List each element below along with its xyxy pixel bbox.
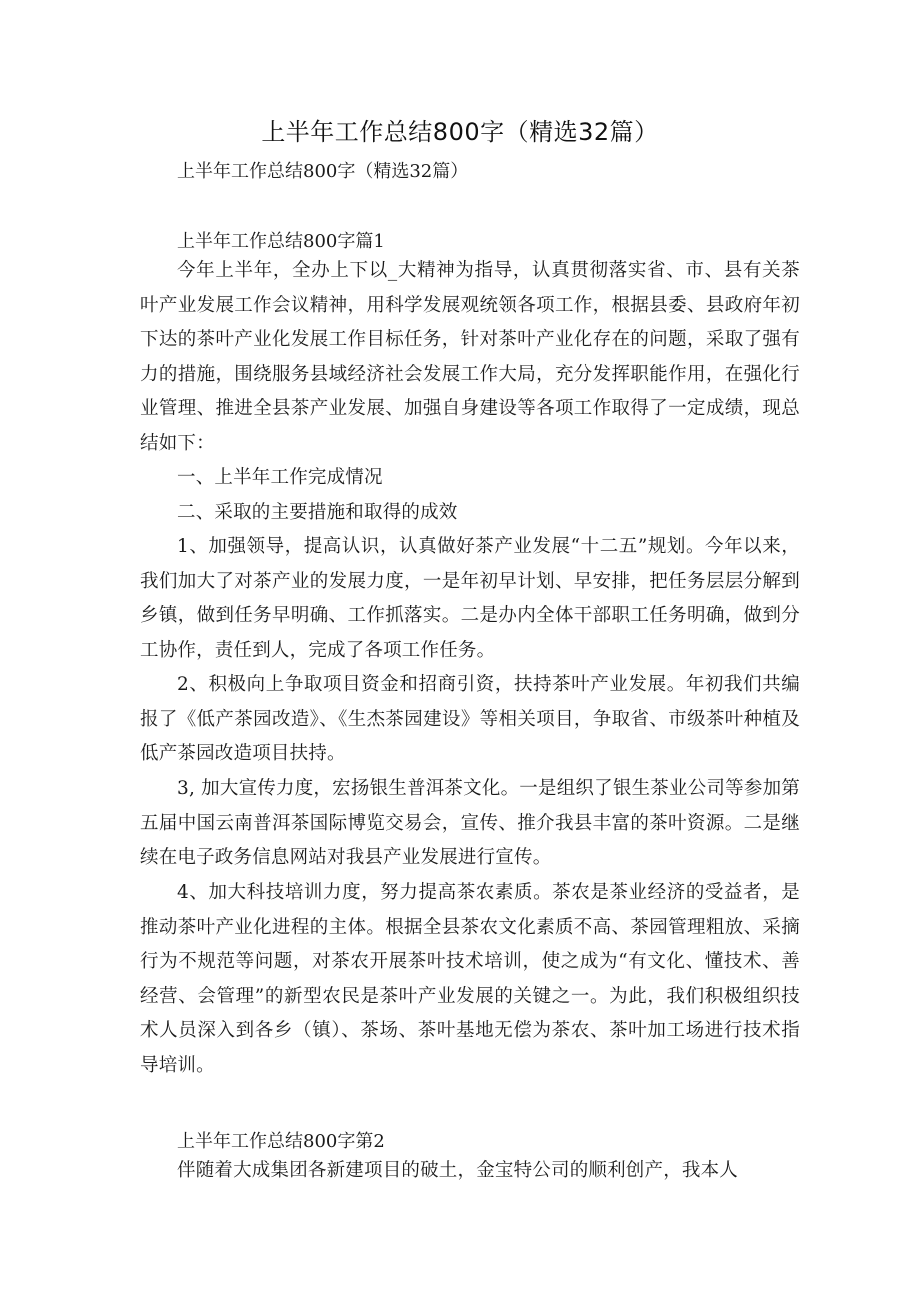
document-subtitle: 上半年工作总结800字（精选32篇） — [177, 161, 469, 182]
section-1-item-heading-1: 一、上半年工作完成情况 — [177, 467, 383, 488]
section-1-intro-paragraph: 今年上半年，全办上下以_大精神为指导，认真贯彻落实省、市、县有关茶叶产业发展工作会议精神，用科学发展观统领各项工作，根据县委、县政府年初下达的茶叶产业化发展工作目标任务，针对茶叶产业化存在的问题，采取了强有力的措施，围绕服务县域经济社会发展工作大局，充分发挥职能作用，在强化行业管理、推进全县茶产业发展、加强自身建设等各项工作取得了一定成绩，现总结如下： — [140, 260, 800, 454]
section-1-measure-2-paragraph: 2、积极向上争取项目资金和招商引资，扶持茶叶产业发展。年初我们共编报了《低产茶园改造》、《生杰茶园建设》等相关项目，争取省、市级茶叶种植及低产茶园改造项目扶持。 — [140, 674, 800, 764]
document-title: 上半年工作总结800字（精选32篇） — [261, 118, 659, 146]
section-1-item-heading-2: 二、采取的主要措施和取得的成效 — [177, 502, 458, 523]
section-1-measure-3-paragraph: 3, 加大宣传力度，宏扬银生普洱茶文化。一是组织了银生茶业公司等参加第五届中国云南普洱茶国际博览交易会，宣传、推介我县丰富的茶叶资源。二是继续在电子政务信息网站对我县产业发展进行宣传。 — [140, 778, 800, 868]
section-2-heading: 上半年工作总结800字第2 — [177, 1131, 385, 1152]
section-2-paragraph: 伴随着大成集团各新建项目的破土，金宝特公司的顺利创产，我本人 — [177, 1160, 739, 1181]
section-1-measure-1-paragraph: 1、加强领导，提高认识，认真做好茶产业发展“十二五”规划。今年以来，我们加大了对茶产业的发展力度，一是年初早计划、早安排，把任务层层分解到乡镇，做到任务早明确、工作抓落实。二是办内全体干部职工任务明确，做到分工协作，责任到人，完成了各项工作任务。 — [140, 536, 800, 661]
section-1-heading: 上半年工作总结800字篇1 — [177, 231, 385, 252]
section-1-measure-4-paragraph: 4、加大科技培训力度，努力提高茶农素质。茶农是茶业经济的受益者，是推动茶叶产业化进程的主体。根据全县茶农文化素质不高、茶园管理粗放、采摘行为不规范等问题，对茶农开展茶叶技术培训，使之成为“有文化、懂技术、善经营、会管理”的新型农民是茶叶产业发展的关键之一。为此，我们积极组织技术人员深入到各乡（镇）、茶场、茶叶基地无偿为茶农、茶叶加工场进行技术指导培训。 — [140, 882, 800, 1076]
